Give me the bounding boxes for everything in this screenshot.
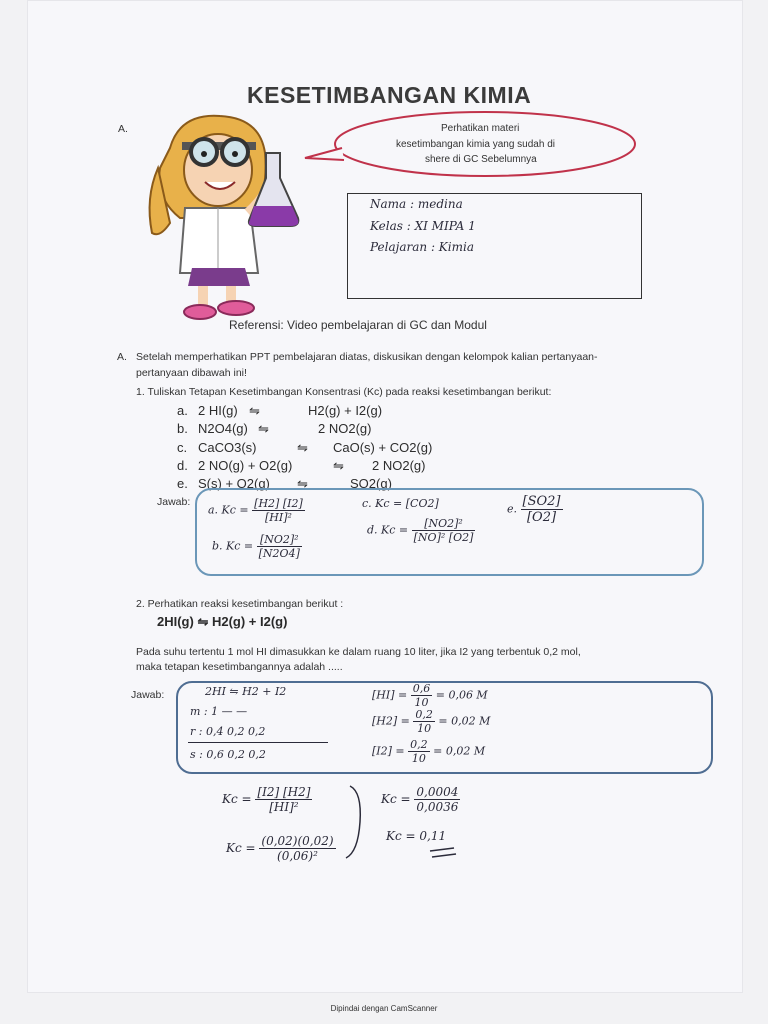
reaction-d-label: d. — [177, 458, 188, 473]
student-class: Kelas : XI MIPA 1 — [370, 219, 476, 233]
instruction-line-1: Setelah memperhatikan PPT pembelajaran diatas, diskusikan dengan kelompok kalian pertanyaan- — [136, 351, 598, 363]
question-1: 1. Tuliskan Tetapan Kesetimbangan Konsentrasi (Kc) pada reaksi kesetimbangan berikut: — [136, 386, 552, 398]
kc-formula: Kc = $\frac{[I2] [H2]}{\text{[HI]²}}$ — [222, 785, 311, 814]
reaction-b-right: 2 NO2(g) — [318, 421, 372, 436]
reaction-a-left: 2 HI(g) — [198, 403, 238, 418]
conc-i2: [I2] = $\frac{0,2}{10}$ = 0,02 M — [372, 738, 486, 765]
answer-1a: a. Kc = $\frac{[H2] [I2]}{\text{[HI]²}}$ — [208, 497, 303, 524]
equilibrium-arrow-icon: ⇋ — [297, 440, 308, 455]
answer-1e: e. $\frac{[SO2]}{[O2]}$ — [507, 494, 561, 525]
scanner-watermark: Dipindai dengan CamScanner — [330, 1004, 438, 1013]
reaction-e-right: SO2(g) — [350, 476, 392, 491]
question-2-text-2: maka tetapan kesetimbangannya adalah ..... — [136, 661, 343, 673]
question-2: 2. Perhatikan reaksi kesetimbangan berikut : — [136, 598, 344, 610]
answer-1c: c. Kc = [CO2] — [362, 497, 439, 510]
equilibrium-arrow-icon: ⇋ — [258, 421, 269, 436]
jawab-label-1: Jawab: — [157, 496, 191, 508]
reaction-d-left: 2 NO(g) + O2(g) — [198, 458, 293, 473]
question-2-text-1: Pada suhu tertentu 1 mol HI dimasukkan ke dalam ruang 10 liter, jika I2 yang terbentuk 0,2 mol, — [136, 646, 581, 658]
scientist-girl-illustration — [140, 108, 310, 326]
reaction-e-left: S(s) + O2(g) — [198, 476, 270, 491]
jawab-label-2: Jawab: — [131, 689, 165, 701]
page-title: KESETIMBANGAN KIMIA — [247, 82, 532, 108]
reaction-equation: 2HI ⇋ H2 + I2 — [205, 685, 287, 698]
kc-result: Kc = 0,11 — [386, 829, 447, 843]
kc-division: Kc = $\frac{0,0004}{0,0036}$ — [381, 785, 459, 814]
row-m: m : 1 — — — [190, 705, 248, 718]
row-s: s : 0,6 0,2 0,2 — [190, 748, 266, 761]
conc-hi: [HI] = $\frac{0,6}{10}$ = 0,06 M — [372, 682, 488, 709]
double-underline-icon — [428, 846, 458, 860]
equilibrium-arrow-icon: ⇋ — [333, 458, 344, 473]
student-name: Nama : medina — [370, 197, 463, 211]
reaction-d-right: 2 NO2(g) — [372, 458, 426, 473]
answer-1b: b. Kc = $\frac{\text{[NO2]²}}{[N2O4]}$ — [212, 533, 300, 560]
equilibrium-arrow-icon: ⇋ — [249, 403, 260, 418]
reaction-a-right: H2(g) + I2(g) — [308, 403, 383, 418]
answer-1d: d. Kc = $\frac{\text{[NO2]²}}{\text{[NO]² [O2]}}$ — [367, 517, 474, 544]
reference-line: Referensi: Video pembelajaran di GC dan Modul — [229, 318, 487, 332]
table-divider — [188, 742, 328, 743]
question-2-reaction: 2HI(g) ⇋ H2(g) + I2(g) — [157, 614, 288, 629]
equilibrium-arrow-icon: ⇋ — [297, 476, 308, 491]
reaction-b-label: b. — [177, 421, 188, 436]
reaction-c-right: CaO(s) + CO2(g) — [333, 440, 433, 455]
reaction-c-label: c. — [177, 440, 188, 455]
conc-h2: [H2] = $\frac{0,2}{10}$ = 0,02 M — [372, 708, 491, 735]
bubble-line-1: Perhatikan materi — [441, 123, 520, 134]
section-a-label: A. — [118, 123, 128, 135]
row-r: r : 0,4 0,2 0,2 — [190, 725, 266, 738]
bracket-divider-icon — [340, 782, 370, 862]
reaction-b-left: N2O4(g) — [198, 421, 248, 436]
reaction-a-label: a. — [177, 403, 188, 418]
reaction-c-left: CaCO3(s) — [198, 440, 257, 455]
section-2-label: A. — [117, 351, 127, 363]
bubble-line-2: kesetimbangan kimia yang sudah di — [396, 139, 555, 150]
reaction-e-label: e. — [177, 476, 188, 491]
student-subject: Pelajaran : Kimia — [370, 240, 474, 254]
bubble-line-3: shere di GC Sebelumnya — [425, 154, 537, 165]
instruction-line-2: pertanyaan dibawah ini! — [136, 367, 247, 379]
kc-substitution: Kc = $\frac{(0,02)(0,02)}{\text{(0,06)²}}$ — [226, 834, 334, 863]
